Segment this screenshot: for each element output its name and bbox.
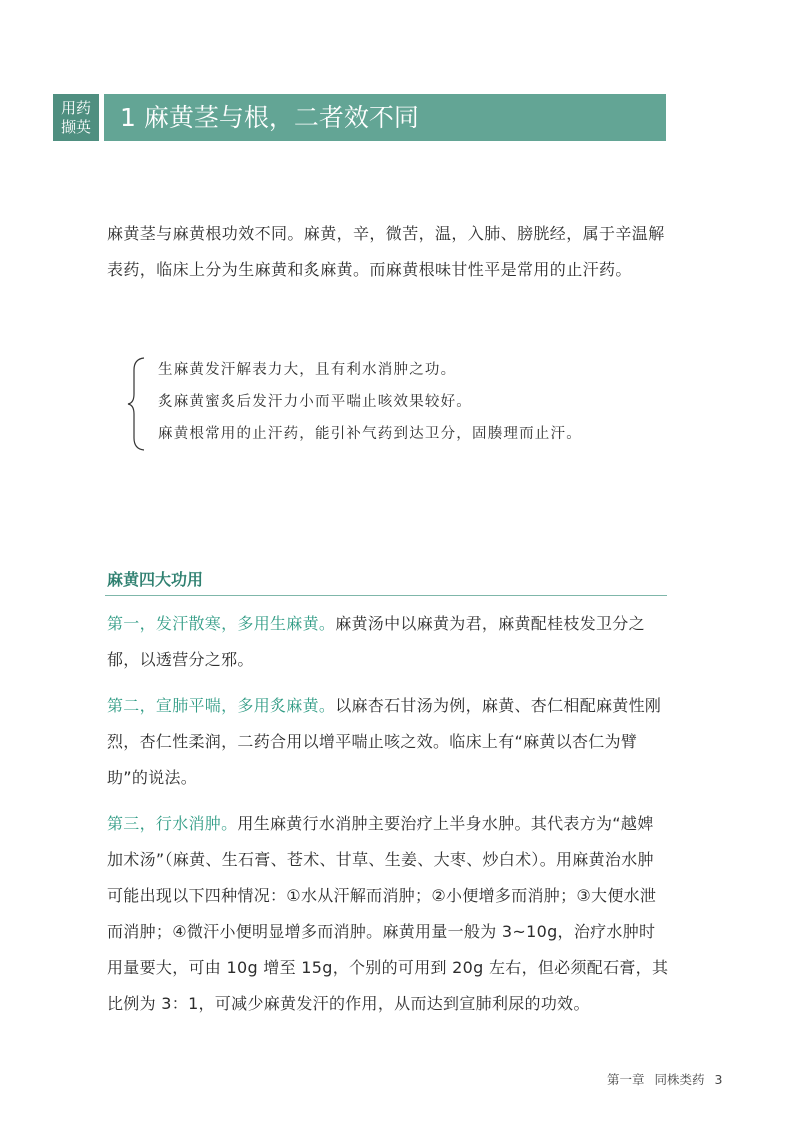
section-divider (105, 595, 667, 596)
badge-line-2: 撷英 (60, 117, 91, 136)
intro-paragraph: 麻黄茎与麻黄根功效不同。麻黄，辛，微苦，温，入肺、膀胱经，属于辛温解表药，临床上分为生麻黄和炙麻黄。而麻黄根味甘性平是常用的止汗药。 (107, 224, 665, 279)
page-number: 3 (714, 1072, 723, 1087)
note-item: 炙麻黄蜜炙后发汗力小而平喘止咳效果较好。 (158, 394, 472, 410)
badge-line-1: 用药 (60, 98, 91, 117)
left-brace-icon (126, 356, 148, 452)
function-item-3 (107, 806, 669, 1022)
function-highlight: 第三，行水消肿。 (107, 814, 238, 833)
section-badge (53, 94, 99, 141)
footer-section: 同株类药 (654, 1072, 705, 1087)
note-item: 生麻黄发汗解表力大，且有利水消肿之功。 (158, 362, 457, 378)
page-title: 1 麻黄茎与根，二者效不同 (104, 94, 666, 141)
footer-chapter: 第一章 (607, 1072, 645, 1087)
function-text: 以麻杏石甘汤为例，麻黄、杏仁相配麻黄性刚烈，杏仁性柔润，二药合用以增平喘止咳之效。临床上有“麻黄以杏仁为臂助”的说法。 (107, 696, 662, 787)
function-item-1 (107, 606, 669, 678)
section-heading: 麻黄四大功用 (107, 570, 204, 589)
function-highlight: 第二，宣肺平喘，多用炙麻黄。 (107, 696, 336, 715)
notes-list (158, 354, 582, 450)
function-text: 用生麻黄行水消肿主要治疗上半身水肿。其代表方为“越婢加术汤”（麻黄、生石膏、苍术、甘草、生姜、大枣、炒白术）。用麻黄治水肿可能出现以下四种情况：①水从汗解而消肿；②小便增多而消肿；③大便水泄而消肿；④微汗小便明显增多而消肿。麻黄用量一般为 3~10g，治疗水肿时用量要大，可由 10g 增至 15g，个别的可用到 20g 左右，但必须配石膏，其比例为 3：1，可减少麻黄发汗的作用，从而达到宣肺利尿的功效。 (107, 814, 669, 1013)
section-header (53, 94, 666, 141)
note-item: 麻黄根常用的止汗药，能引补气药到达卫分，固腠理而止汗。 (158, 426, 582, 442)
function-highlight: 第一，发汗散寒，多用生麻黄。 (107, 614, 336, 633)
function-text: 麻黄汤中以麻黄为君，麻黄配桂枝发卫分之郁，以透营分之邪。 (107, 614, 645, 669)
page-footer (607, 1070, 722, 1088)
function-item-2 (107, 688, 669, 796)
